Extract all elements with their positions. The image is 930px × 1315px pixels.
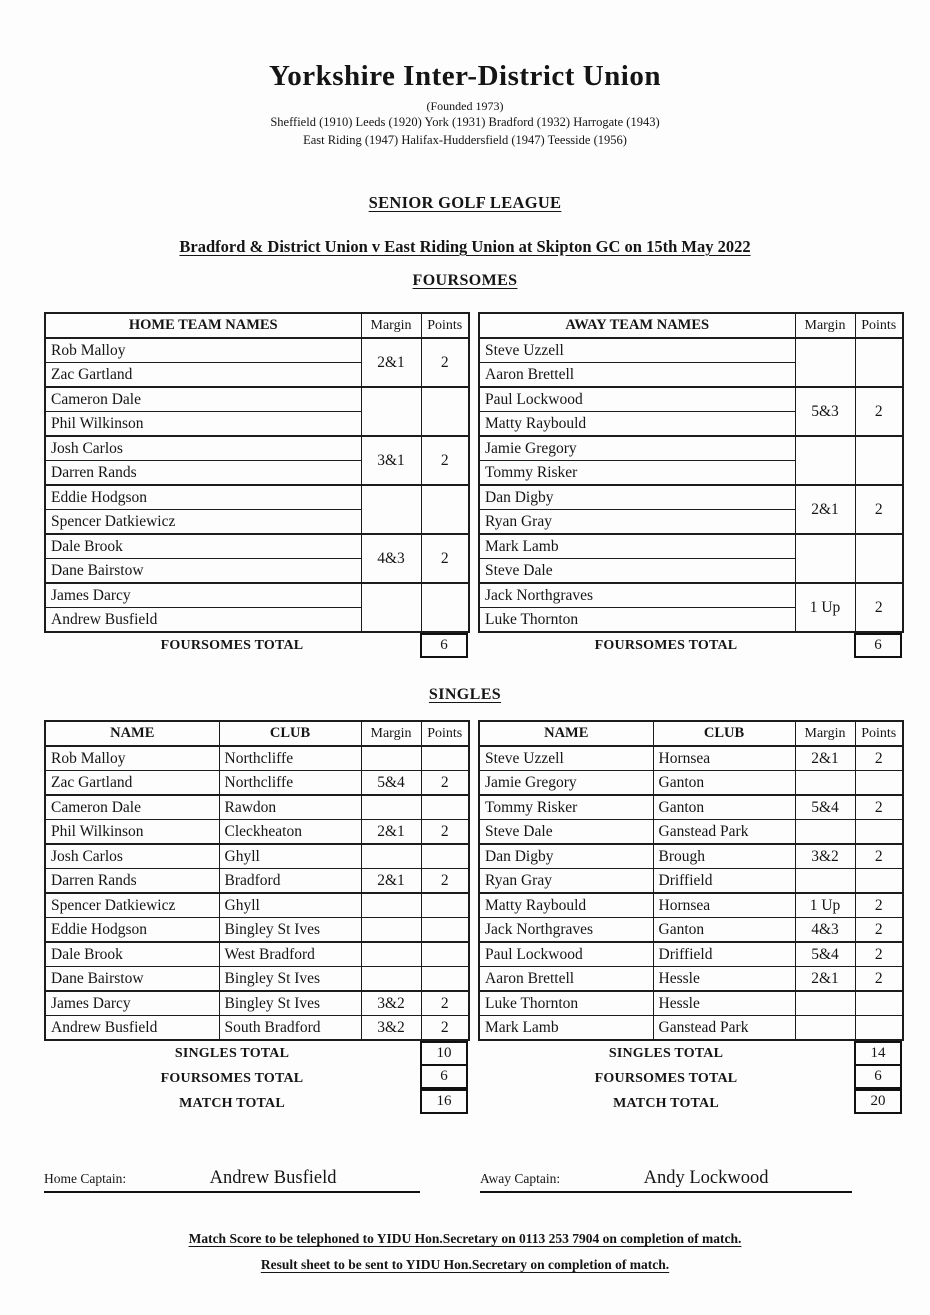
club-cell: Northcliffe xyxy=(219,771,361,796)
margin-cell: 4&3 xyxy=(795,918,855,943)
points-cell: 2 xyxy=(421,869,469,894)
margin-cell xyxy=(361,387,421,436)
margin-cell: 3&2 xyxy=(361,1016,421,1041)
player-name-cell: Matty Raybould xyxy=(479,893,653,918)
foursomes-total-label: FOURSOMES TOTAL xyxy=(160,1071,304,1086)
points-cell xyxy=(421,967,469,992)
club-cell: Hessle xyxy=(653,967,795,992)
club-cell: Driffield xyxy=(653,869,795,894)
points-cell xyxy=(855,991,903,1016)
player-name-cell: Rob Malloy xyxy=(45,746,219,771)
away-captain-label: Away Captain: xyxy=(480,1171,561,1186)
margin-cell: 2&1 xyxy=(361,338,421,387)
points-cell: 2 xyxy=(421,771,469,796)
margin-cell xyxy=(795,820,855,845)
player-name-cell: Jack Northgraves xyxy=(479,918,653,943)
margin-cell xyxy=(361,967,421,992)
club-cell: Ganton xyxy=(653,795,795,820)
player-name-cell: Spencer Datkiewicz xyxy=(45,510,361,535)
margin-cell: 5&3 xyxy=(795,387,855,436)
margin-cell: 2&1 xyxy=(361,869,421,894)
singles-row xyxy=(45,771,469,796)
margin-header: Margin xyxy=(361,313,421,338)
foursomes-away-total-row xyxy=(478,633,902,658)
singles-row xyxy=(45,820,469,845)
singles-home-side xyxy=(44,720,468,1116)
player-name-cell: Mark Lamb xyxy=(479,534,795,559)
foursomes-home-header-row xyxy=(45,313,469,338)
foursomes-pair-row-1 xyxy=(479,583,903,608)
margin-cell xyxy=(795,771,855,796)
player-name-cell: Mark Lamb xyxy=(479,1016,653,1041)
club-cell: Ganstead Park xyxy=(653,1016,795,1041)
singles-row xyxy=(45,967,469,992)
singles-row xyxy=(45,918,469,943)
singles-row xyxy=(479,869,903,894)
player-name-cell: Josh Carlos xyxy=(45,844,219,869)
singles-row xyxy=(45,746,469,771)
points-cell xyxy=(421,485,469,534)
margin-cell xyxy=(361,746,421,771)
foursomes-pair-row-1 xyxy=(479,534,903,559)
foursomes-heading: FOURSOMES xyxy=(412,272,518,289)
points-cell xyxy=(855,1016,903,1041)
club-cell: Northcliffe xyxy=(219,746,361,771)
margin-cell xyxy=(361,844,421,869)
player-name-cell: Aaron Brettell xyxy=(479,967,653,992)
margin-cell: 3&2 xyxy=(795,844,855,869)
margin-cell: 3&1 xyxy=(361,436,421,485)
player-name-cell: Eddie Hodgson xyxy=(45,918,219,943)
points-cell: 2 xyxy=(421,534,469,583)
player-name-cell: Ryan Gray xyxy=(479,869,653,894)
club-cell: Hessle xyxy=(653,991,795,1016)
points-cell: 2 xyxy=(421,338,469,387)
singles-away-foursomes-total xyxy=(478,1066,902,1091)
away-captain-block xyxy=(480,1168,852,1193)
player-name-cell: Dane Bairstow xyxy=(45,967,219,992)
singles-row xyxy=(479,991,903,1016)
foursomes-total-value: 6 xyxy=(420,1064,468,1089)
margin-header: Margin xyxy=(795,721,855,746)
singles-row xyxy=(479,1016,903,1041)
margin-cell: 4&3 xyxy=(361,534,421,583)
points-cell: 2 xyxy=(855,967,903,992)
foursomes-pair-row-1 xyxy=(479,485,903,510)
margin-cell: 1 Up xyxy=(795,583,855,632)
points-cell xyxy=(421,844,469,869)
player-name-cell: Dan Digby xyxy=(479,844,653,869)
singles-total-value: 14 xyxy=(854,1041,902,1066)
points-cell xyxy=(855,771,903,796)
name-header: NAME xyxy=(45,721,219,746)
points-cell xyxy=(855,534,903,583)
founded-line: (Founded 1973) xyxy=(426,99,504,113)
foursomes-tables xyxy=(44,312,897,658)
singles-row xyxy=(45,893,469,918)
player-name-cell: Steve Uzzell xyxy=(479,338,795,363)
club-cell: Brough xyxy=(653,844,795,869)
club-cell: Cleckheaton xyxy=(219,820,361,845)
singles-row xyxy=(479,844,903,869)
foursomes-pair-row-1 xyxy=(45,436,469,461)
foursomes-total-value: 6 xyxy=(854,633,902,658)
player-name-cell: Paul Lockwood xyxy=(479,942,653,967)
points-cell xyxy=(421,387,469,436)
margin-cell xyxy=(361,942,421,967)
player-name-cell: Aaron Brettell xyxy=(479,363,795,388)
foursomes-home-total-row xyxy=(44,633,468,658)
singles-row xyxy=(45,844,469,869)
foursomes-home-table xyxy=(44,312,470,633)
points-cell: 2 xyxy=(855,387,903,436)
singles-away-table xyxy=(478,720,904,1041)
singles-row xyxy=(479,918,903,943)
singles-total-label: SINGLES TOTAL xyxy=(174,1046,290,1061)
foursomes-total-label: FOURSOMES TOTAL xyxy=(160,638,304,653)
match-title: Bradford & District Union v East Riding Union at Skipton GC on 15th May 2022 xyxy=(179,237,751,256)
club-cell: Hornsea xyxy=(653,893,795,918)
player-name-cell: Cameron Dale xyxy=(45,795,219,820)
singles-away-match-total xyxy=(478,1091,902,1116)
foursomes-total-label: FOURSOMES TOTAL xyxy=(594,1071,738,1086)
player-name-cell: Steve Dale xyxy=(479,820,653,845)
match-total-label: MATCH TOTAL xyxy=(179,1096,285,1111)
foursomes-total-value: 6 xyxy=(420,633,468,658)
points-cell xyxy=(421,918,469,943)
margin-cell xyxy=(795,436,855,485)
match-total-value: 20 xyxy=(854,1089,902,1114)
points-cell xyxy=(421,942,469,967)
player-name-cell: Tommy Risker xyxy=(479,461,795,486)
club-cell: West Bradford xyxy=(219,942,361,967)
singles-row xyxy=(45,1016,469,1041)
club-header: CLUB xyxy=(653,721,795,746)
foursomes-pair-row-1 xyxy=(45,534,469,559)
club-cell: South Bradford xyxy=(219,1016,361,1041)
margin-cell: 1 Up xyxy=(795,893,855,918)
districts-line-2: East Riding (1947) Halifax-Huddersfield (1947) Teesside (1956) xyxy=(303,132,627,147)
club-cell: Ganton xyxy=(653,918,795,943)
margin-header: Margin xyxy=(361,721,421,746)
margin-cell xyxy=(361,795,421,820)
districts-line-1: Sheffield (1910) Leeds (1920) York (1931) Bradford (1932) Harrogate (1943) xyxy=(270,115,660,129)
foursomes-pair-row-1 xyxy=(45,387,469,412)
points-cell xyxy=(855,869,903,894)
club-cell: Hornsea xyxy=(653,746,795,771)
margin-cell xyxy=(795,1016,855,1041)
margin-cell: 5&4 xyxy=(795,795,855,820)
margin-cell xyxy=(795,338,855,387)
margin-cell: 2&1 xyxy=(795,967,855,992)
points-cell: 2 xyxy=(855,583,903,632)
player-name-cell: Darren Rands xyxy=(45,461,361,486)
points-cell xyxy=(421,746,469,771)
points-cell: 2 xyxy=(421,820,469,845)
player-name-cell: James Darcy xyxy=(45,991,219,1016)
foursomes-away-header-row xyxy=(479,313,903,338)
player-name-cell: Luke Thornton xyxy=(479,991,653,1016)
points-cell: 2 xyxy=(421,1016,469,1041)
player-name-cell: Matty Raybould xyxy=(479,412,795,437)
singles-row xyxy=(479,746,903,771)
foursomes-away-table xyxy=(478,312,904,633)
match-total-label: MATCH TOTAL xyxy=(613,1096,719,1111)
foursomes-pair-row-1 xyxy=(45,485,469,510)
margin-cell xyxy=(795,534,855,583)
margin-cell xyxy=(361,485,421,534)
points-cell: 2 xyxy=(855,893,903,918)
home-captain-name: Andrew Busfield xyxy=(209,1168,337,1188)
singles-row xyxy=(479,942,903,967)
singles-home-header-row xyxy=(45,721,469,746)
player-name-cell: Cameron Dale xyxy=(45,387,361,412)
name-header: NAME xyxy=(479,721,653,746)
foursomes-home-side xyxy=(44,312,468,658)
singles-heading: SINGLES xyxy=(428,686,502,703)
points-cell xyxy=(421,795,469,820)
player-name-cell: Jamie Gregory xyxy=(479,436,795,461)
points-cell xyxy=(855,436,903,485)
points-cell: 2 xyxy=(421,436,469,485)
foursomes-total-value: 6 xyxy=(854,1064,902,1089)
singles-row xyxy=(479,771,903,796)
club-cell: Ghyll xyxy=(219,844,361,869)
points-cell: 2 xyxy=(855,918,903,943)
page-title: Yorkshire Inter-District Union xyxy=(269,60,661,92)
points-header: Points xyxy=(421,721,469,746)
player-name-cell: Tommy Risker xyxy=(479,795,653,820)
home-team-names-header: HOME TEAM NAMES xyxy=(45,313,361,338)
player-name-cell: Zac Gartland xyxy=(45,363,361,388)
foursomes-pair-row-1 xyxy=(479,338,903,363)
foursomes-total-label: FOURSOMES TOTAL xyxy=(594,638,738,653)
points-cell xyxy=(421,583,469,632)
points-cell xyxy=(855,338,903,387)
player-name-cell: Eddie Hodgson xyxy=(45,485,361,510)
footer-telephone-note: Match Score to be telephoned to YIDU Hon.Secretary on 0113 253 7904 on completion of match. xyxy=(188,1231,742,1246)
foursomes-away-side xyxy=(478,312,902,658)
singles-row xyxy=(479,967,903,992)
player-name-cell: Paul Lockwood xyxy=(479,387,795,412)
singles-row xyxy=(479,893,903,918)
player-name-cell: Dane Bairstow xyxy=(45,559,361,584)
club-header: CLUB xyxy=(219,721,361,746)
player-name-cell: James Darcy xyxy=(45,583,361,608)
singles-home-singles-total xyxy=(44,1041,468,1066)
foursomes-pair-row-1 xyxy=(45,583,469,608)
player-name-cell: Spencer Datkiewicz xyxy=(45,893,219,918)
singles-row xyxy=(45,795,469,820)
singles-row xyxy=(45,991,469,1016)
singles-home-table xyxy=(44,720,470,1041)
points-cell xyxy=(421,893,469,918)
singles-home-foursomes-total xyxy=(44,1066,468,1091)
singles-home-match-total xyxy=(44,1091,468,1116)
margin-cell: 2&1 xyxy=(795,485,855,534)
singles-total-label: SINGLES TOTAL xyxy=(608,1046,724,1061)
singles-away-singles-total xyxy=(478,1041,902,1066)
player-name-cell: Andrew Busfield xyxy=(45,1016,219,1041)
league-title: SENIOR GOLF LEAGUE xyxy=(368,193,562,212)
margin-cell xyxy=(795,991,855,1016)
club-cell: Driffield xyxy=(653,942,795,967)
margin-header: Margin xyxy=(795,313,855,338)
singles-tables xyxy=(44,720,897,1116)
away-captain-name: Andy Lockwood xyxy=(643,1168,769,1188)
club-cell: Ganton xyxy=(653,771,795,796)
margin-cell: 5&4 xyxy=(361,771,421,796)
player-name-cell: Luke Thornton xyxy=(479,608,795,633)
club-cell: Bingley St Ives xyxy=(219,991,361,1016)
player-name-cell: Jack Northgraves xyxy=(479,583,795,608)
club-cell: Rawdon xyxy=(219,795,361,820)
singles-row xyxy=(479,795,903,820)
points-cell: 2 xyxy=(855,746,903,771)
player-name-cell: Darren Rands xyxy=(45,869,219,894)
singles-row xyxy=(45,942,469,967)
points-cell: 2 xyxy=(855,942,903,967)
player-name-cell: Dan Digby xyxy=(479,485,795,510)
player-name-cell: Zac Gartland xyxy=(45,771,219,796)
margin-cell xyxy=(361,893,421,918)
player-name-cell: Jamie Gregory xyxy=(479,771,653,796)
margin-cell: 5&4 xyxy=(795,942,855,967)
player-name-cell: Josh Carlos xyxy=(45,436,361,461)
margin-cell: 3&2 xyxy=(361,991,421,1016)
player-name-cell: Dale Brook xyxy=(45,534,361,559)
captains-row xyxy=(44,1168,886,1193)
away-team-names-header: AWAY TEAM NAMES xyxy=(479,313,795,338)
points-header: Points xyxy=(421,313,469,338)
singles-row xyxy=(45,869,469,894)
points-header: Points xyxy=(855,313,903,338)
player-name-cell: Steve Uzzell xyxy=(479,746,653,771)
home-captain-block xyxy=(44,1168,420,1193)
player-name-cell: Phil Wilkinson xyxy=(45,412,361,437)
singles-total-value: 10 xyxy=(420,1041,468,1066)
club-cell: Bingley St Ives xyxy=(219,918,361,943)
club-cell: Ganstead Park xyxy=(653,820,795,845)
club-cell: Bradford xyxy=(219,869,361,894)
home-captain-label: Home Captain: xyxy=(44,1171,127,1186)
points-header: Points xyxy=(855,721,903,746)
singles-row xyxy=(479,820,903,845)
player-name-cell: Steve Dale xyxy=(479,559,795,584)
player-name-cell: Phil Wilkinson xyxy=(45,820,219,845)
club-cell: Ghyll xyxy=(219,893,361,918)
margin-cell xyxy=(795,869,855,894)
margin-cell xyxy=(361,583,421,632)
points-cell: 2 xyxy=(421,991,469,1016)
margin-cell: 2&1 xyxy=(795,746,855,771)
player-name-cell: Ryan Gray xyxy=(479,510,795,535)
footer-result-sheet-note: Result sheet to be sent to YIDU Hon.Secretary on completion of match. xyxy=(260,1257,670,1272)
points-cell: 2 xyxy=(855,485,903,534)
points-cell xyxy=(855,820,903,845)
points-cell: 2 xyxy=(855,844,903,869)
margin-cell: 2&1 xyxy=(361,820,421,845)
foursomes-pair-row-1 xyxy=(479,387,903,412)
points-cell: 2 xyxy=(855,795,903,820)
singles-away-side xyxy=(478,720,902,1116)
player-name-cell: Rob Malloy xyxy=(45,338,361,363)
foursomes-pair-row-1 xyxy=(45,338,469,363)
singles-away-header-row xyxy=(479,721,903,746)
match-total-value: 16 xyxy=(420,1089,468,1114)
foursomes-pair-row-1 xyxy=(479,436,903,461)
player-name-cell: Andrew Busfield xyxy=(45,608,361,633)
club-cell: Bingley St Ives xyxy=(219,967,361,992)
margin-cell xyxy=(361,918,421,943)
player-name-cell: Dale Brook xyxy=(45,942,219,967)
